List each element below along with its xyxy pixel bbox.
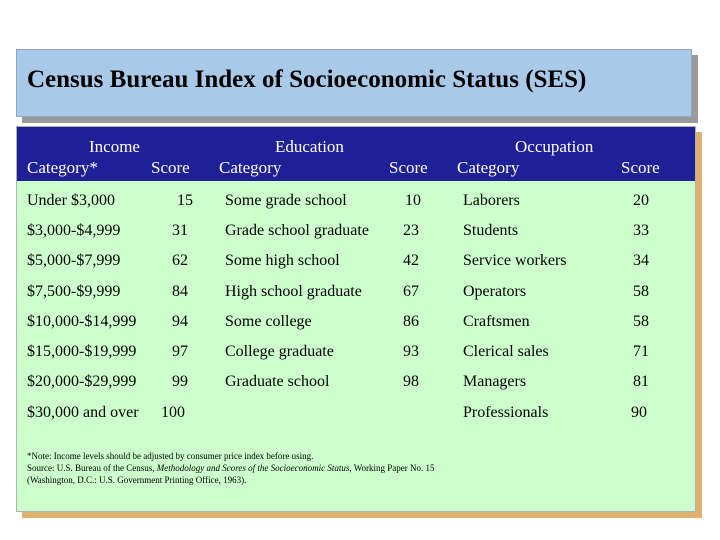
income-score-cell: 97 [172,343,188,360]
education-category-cell: College graduate [225,343,334,360]
education-category-cell: Graduate school [225,373,330,390]
occupation-score-cell: 58 [633,283,649,300]
income-score-cell: 84 [172,283,188,300]
source-prefix: Source: U.S. Bureau of the Census, [27,463,157,473]
occupation-category-cell: Service workers [463,252,567,269]
occupation-score-cell: 34 [633,252,649,269]
ses-table [16,126,696,512]
education-category-cell: High school graduate [225,283,362,300]
source-suffix: , Working Paper No. 15 [349,463,435,473]
education-score-cell: 42 [403,252,419,269]
footnotes [27,450,667,486]
income-category-cell: $15,000-$19,999 [27,343,137,360]
income-category-cell: $3,000-$4,999 [27,222,121,239]
occupation-category-cell: Students [463,222,519,239]
income-category-cell: $30,000 and over [27,404,139,421]
education-score-cell: 98 [403,373,419,390]
occupation-category-cell: Craftsmen [463,313,530,330]
education-score-cell: 67 [403,283,419,300]
income-score-cell: 99 [172,373,188,390]
income-note: *Note: Income levels should be adjusted by consumer price index before using. [27,451,314,461]
education-score-cell: 23 [403,222,419,239]
occupation-score-header: Score [621,158,660,177]
title-banner [16,49,692,117]
education-score-cell: 93 [403,343,419,360]
occupation-score-cell: 33 [633,222,649,239]
education-category-cell: Some grade school [225,192,347,209]
education-category-cell: Some college [225,313,312,330]
occupation-category-header: Category [457,158,520,177]
occupation-score-cell: 90 [631,404,647,421]
income-category-cell: $20,000-$29,999 [27,373,137,390]
education-score-cell: 86 [403,313,419,330]
education-header-top: Education [275,137,344,156]
income-category-cell: $5,000-$7,999 [27,252,121,269]
occupation-category-cell: Clerical sales [463,343,549,360]
income-category-cell: $10,000-$14,999 [27,313,137,330]
income-score-header: Score [151,158,190,177]
table-header [17,127,695,181]
income-score-cell: 15 [177,192,193,209]
occupation-header-top: Occupation [515,137,594,156]
occupation-score-cell: 58 [633,313,649,330]
income-score-cell: 94 [172,313,188,330]
occupation-category-cell: Professionals [463,404,549,421]
income-score-cell: 62 [172,252,188,269]
education-category-cell: Grade school graduate [225,222,369,239]
education-score-cell: 10 [405,192,421,209]
income-score-cell: 100 [161,404,185,421]
income-score-cell: 31 [172,222,188,239]
source-title: Methodology and Scores of the Socioeconomic Status [156,463,350,473]
income-category-cell: Under $3,000 [27,192,115,209]
occupation-score-cell: 81 [633,373,649,390]
page-title: Census Bureau Index of Socioeconomic Status (SES) [27,66,587,93]
occupation-category-cell: Laborers [463,192,520,209]
education-score-header: Score [389,158,428,177]
income-category-header: Category* [27,158,98,177]
education-category-cell: Some high school [225,252,340,269]
source-note [27,462,667,474]
income-header-top: Income [89,137,140,156]
income-category-cell: $7,500-$9,999 [27,283,121,300]
education-category-header: Category [219,158,282,177]
publisher-note: (Washington, D.C.: U.S. Government Printing Office, 1963). [27,475,247,485]
occupation-score-cell: 20 [633,192,649,209]
occupation-score-cell: 71 [633,343,649,360]
occupation-category-cell: Managers [463,373,527,390]
occupation-category-cell: Operators [463,283,527,300]
